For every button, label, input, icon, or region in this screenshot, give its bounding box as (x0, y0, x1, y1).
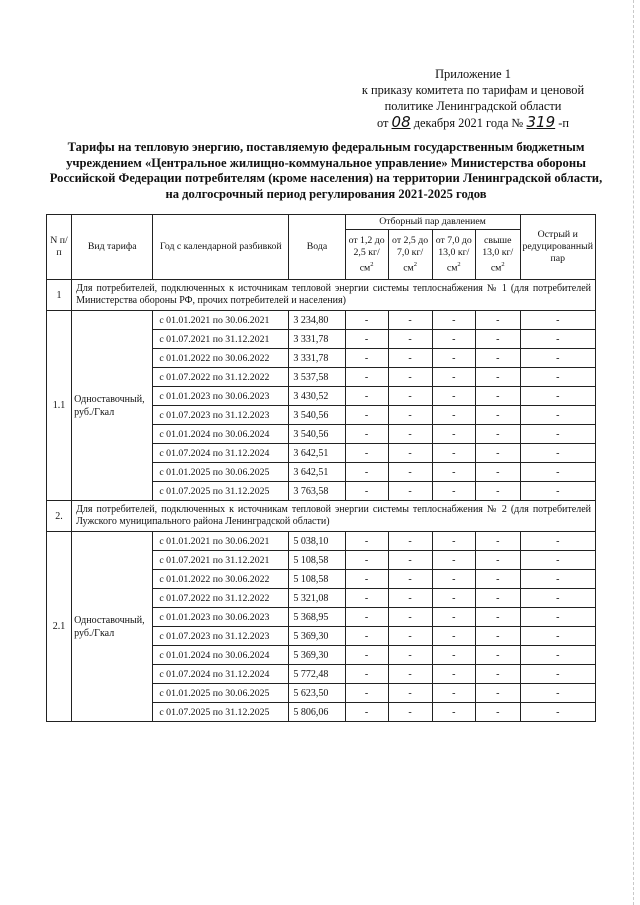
empty-tariff-cell: - (345, 311, 388, 330)
empty-tariff-cell: - (475, 703, 520, 722)
empty-tariff-cell: - (432, 444, 475, 463)
empty-tariff-cell: - (520, 570, 596, 589)
header-year: Год с календарной разбивкой (153, 215, 289, 280)
period-cell: с 01.07.2023 по 31.12.2023 (153, 406, 289, 425)
empty-tariff-cell: - (345, 349, 388, 368)
empty-tariff-cell: - (388, 349, 432, 368)
water-tariff-cell: 5 369,30 (289, 646, 345, 665)
period-cell: с 01.01.2023 по 30.06.2023 (153, 387, 289, 406)
period-cell: с 01.07.2025 по 31.12.2025 (153, 482, 289, 501)
empty-tariff-cell: - (520, 425, 596, 444)
water-tariff-cell: 5 772,48 (289, 665, 345, 684)
appendix-header (348, 66, 598, 131)
empty-tariff-cell: - (475, 608, 520, 627)
page-edge-dashes (632, 0, 634, 905)
water-tariff-cell: 5 038,10 (289, 532, 345, 551)
empty-tariff-cell: - (520, 482, 596, 501)
empty-tariff-cell: - (475, 570, 520, 589)
header-pressure-2: от 2,5 до 7,0 $кг/см^2$ (388, 230, 432, 280)
water-tariff-cell: 5 108,58 (289, 551, 345, 570)
empty-tariff-cell: - (432, 551, 475, 570)
empty-tariff-cell: - (432, 311, 475, 330)
empty-tariff-cell: - (520, 368, 596, 387)
handwritten-day: 08 (391, 113, 411, 131)
empty-tariff-cell: - (475, 406, 520, 425)
period-cell: с 01.07.2024 по 31.12.2024 (153, 444, 289, 463)
water-tariff-cell: 3 331,78 (289, 330, 345, 349)
empty-tariff-cell: - (345, 387, 388, 406)
empty-tariff-cell: - (520, 703, 596, 722)
period-cell: с 01.07.2024 по 31.12.2024 (153, 665, 289, 684)
tariff-type: Одноставочный, руб./Гкал (72, 532, 153, 722)
empty-tariff-cell: - (345, 703, 388, 722)
empty-tariff-cell: - (475, 627, 520, 646)
empty-tariff-cell: - (432, 463, 475, 482)
empty-tariff-cell: - (520, 532, 596, 551)
empty-tariff-cell: - (388, 665, 432, 684)
empty-tariff-cell: - (520, 387, 596, 406)
section-description: Для потребителей, подключенных к источникам тепловой энергии системы теплоснабжения № 1 (для потребителей Министерства обороны РФ, прочих потребителей и населения) (72, 280, 596, 311)
empty-tariff-cell: - (432, 703, 475, 722)
period-cell: с 01.07.2022 по 31.12.2022 (153, 368, 289, 387)
empty-tariff-cell: - (475, 532, 520, 551)
section-num: 1 (47, 280, 72, 311)
empty-tariff-cell: - (345, 482, 388, 501)
empty-tariff-cell: - (475, 349, 520, 368)
water-tariff-cell: 5 806,06 (289, 703, 345, 722)
empty-tariff-cell: - (432, 330, 475, 349)
header-sharp-steam: Острый и редуцированный пар (520, 215, 596, 280)
empty-tariff-cell: - (475, 311, 520, 330)
empty-tariff-cell: - (388, 532, 432, 551)
empty-tariff-cell: - (345, 425, 388, 444)
empty-tariff-cell: - (388, 482, 432, 501)
empty-tariff-cell: - (345, 551, 388, 570)
empty-tariff-cell: - (520, 311, 596, 330)
empty-tariff-cell: - (432, 589, 475, 608)
period-cell: с 01.01.2023 по 30.06.2023 (153, 608, 289, 627)
empty-tariff-cell: - (432, 349, 475, 368)
empty-tariff-cell: - (520, 608, 596, 627)
empty-tariff-cell: - (345, 589, 388, 608)
empty-tariff-cell: - (475, 463, 520, 482)
empty-tariff-cell: - (475, 444, 520, 463)
period-cell: с 01.07.2021 по 31.12.2021 (153, 330, 289, 349)
empty-tariff-cell: - (388, 627, 432, 646)
empty-tariff-cell: - (388, 608, 432, 627)
water-tariff-cell: 3 642,51 (289, 463, 345, 482)
empty-tariff-cell: - (432, 684, 475, 703)
appendix-order-line: к приказу комитета по тарифам и ценовой (361, 83, 585, 97)
empty-tariff-cell: - (432, 570, 475, 589)
header-tariff-type: Вид тарифа (72, 215, 153, 280)
water-tariff-cell: 3 537,58 (289, 368, 345, 387)
empty-tariff-cell: - (388, 311, 432, 330)
section-num: 2. (47, 501, 72, 532)
tariff-table-body (47, 280, 596, 722)
period-cell: с 01.01.2022 по 30.06.2022 (153, 570, 289, 589)
period-cell: с 01.07.2025 по 31.12.2025 (153, 703, 289, 722)
header-pressure-3: от 7,0 до 13,0 $кг/см^2$ (432, 230, 475, 280)
empty-tariff-cell: - (432, 665, 475, 684)
empty-tariff-cell: - (388, 368, 432, 387)
header-pressure-1: от 1,2 до 2,5 $кг/см^2$ (345, 230, 388, 280)
period-cell: с 01.01.2024 по 30.06.2024 (153, 425, 289, 444)
empty-tariff-cell: - (475, 330, 520, 349)
header-num: N п/п (47, 215, 72, 280)
appendix-committee-line: политике Ленинградской области (384, 99, 562, 113)
water-tariff-cell: 3 234,80 (289, 311, 345, 330)
empty-tariff-cell: - (388, 425, 432, 444)
empty-tariff-cell: - (432, 406, 475, 425)
header-steam-group: Отборный пар давлением (345, 215, 520, 230)
empty-tariff-cell: - (520, 349, 596, 368)
empty-tariff-cell: - (345, 627, 388, 646)
period-cell: с 01.07.2021 по 31.12.2021 (153, 551, 289, 570)
water-tariff-cell: 3 540,56 (289, 425, 345, 444)
section-row (47, 280, 596, 311)
tariff-type: Одноставочный, руб./Гкал (72, 311, 153, 501)
water-tariff-cell: 3 430,52 (289, 387, 345, 406)
empty-tariff-cell: - (432, 387, 475, 406)
empty-tariff-cell: - (388, 703, 432, 722)
tariff-table (46, 214, 596, 722)
empty-tariff-cell: - (520, 684, 596, 703)
period-cell: с 01.01.2021 по 30.06.2021 (153, 532, 289, 551)
empty-tariff-cell: - (520, 406, 596, 425)
empty-tariff-cell: - (345, 444, 388, 463)
water-tariff-cell: 5 369,30 (289, 627, 345, 646)
empty-tariff-cell: - (475, 387, 520, 406)
empty-tariff-cell: - (388, 684, 432, 703)
water-tariff-cell: 5 108,58 (289, 570, 345, 589)
empty-tariff-cell: - (475, 646, 520, 665)
empty-tariff-cell: - (432, 608, 475, 627)
water-tariff-cell: 3 540,56 (289, 406, 345, 425)
empty-tariff-cell: - (432, 482, 475, 501)
empty-tariff-cell: - (520, 444, 596, 463)
empty-tariff-cell: - (388, 330, 432, 349)
empty-tariff-cell: - (520, 665, 596, 684)
period-cell: с 01.01.2024 по 30.06.2024 (153, 646, 289, 665)
empty-tariff-cell: - (475, 589, 520, 608)
empty-tariff-cell: - (345, 532, 388, 551)
empty-tariff-cell: - (520, 589, 596, 608)
section-description: Для потребителей, подключенных к источникам тепловой энергии системы теплоснабжения № 2 (для потребителей Лужского муниципального района Ленинградской области) (72, 501, 596, 532)
empty-tariff-cell: - (475, 551, 520, 570)
appendix-title: Приложение 1 (435, 67, 511, 81)
subsection-num: 2.1 (47, 532, 72, 722)
water-tariff-cell: 3 331,78 (289, 349, 345, 368)
empty-tariff-cell: - (388, 387, 432, 406)
empty-tariff-cell: - (345, 330, 388, 349)
header-pressure-4: свыше 13,0 $кг/см^2$ (475, 230, 520, 280)
empty-tariff-cell: - (345, 646, 388, 665)
empty-tariff-cell: - (520, 551, 596, 570)
empty-tariff-cell: - (520, 330, 596, 349)
handwritten-number: 319 (526, 113, 556, 131)
water-tariff-cell: 5 623,50 (289, 684, 345, 703)
period-cell: с 01.07.2023 по 31.12.2023 (153, 627, 289, 646)
empty-tariff-cell: - (432, 646, 475, 665)
water-tariff-cell: 3 763,58 (289, 482, 345, 501)
empty-tariff-cell: - (475, 665, 520, 684)
empty-tariff-cell: - (432, 532, 475, 551)
table-row (47, 532, 596, 551)
empty-tariff-cell: - (520, 627, 596, 646)
empty-tariff-cell: - (388, 570, 432, 589)
empty-tariff-cell: - (345, 608, 388, 627)
empty-tariff-cell: - (475, 425, 520, 444)
empty-tariff-cell: - (475, 482, 520, 501)
empty-tariff-cell: - (345, 570, 388, 589)
empty-tariff-cell: - (432, 368, 475, 387)
empty-tariff-cell: - (388, 646, 432, 665)
empty-tariff-cell: - (345, 463, 388, 482)
empty-tariff-cell: - (432, 425, 475, 444)
empty-tariff-cell: - (388, 444, 432, 463)
period-cell: с 01.01.2022 по 30.06.2022 (153, 349, 289, 368)
empty-tariff-cell: - (475, 684, 520, 703)
empty-tariff-cell: - (345, 368, 388, 387)
empty-tariff-cell: - (520, 646, 596, 665)
empty-tariff-cell: - (475, 368, 520, 387)
period-cell: с 01.01.2025 по 30.06.2025 (153, 463, 289, 482)
empty-tariff-cell: - (520, 463, 596, 482)
empty-tariff-cell: - (388, 406, 432, 425)
period-cell: с 01.01.2025 по 30.06.2025 (153, 684, 289, 703)
empty-tariff-cell: - (388, 463, 432, 482)
empty-tariff-cell: - (388, 589, 432, 608)
section-row (47, 501, 596, 532)
empty-tariff-cell: - (432, 627, 475, 646)
empty-tariff-cell: - (388, 551, 432, 570)
empty-tariff-cell: - (345, 406, 388, 425)
water-tariff-cell: 3 642,51 (289, 444, 345, 463)
header-water: Вода (289, 215, 345, 280)
water-tariff-cell: 5 368,95 (289, 608, 345, 627)
appendix-date-line: от 08 декабря 2021 года № 319 -п (376, 113, 570, 131)
document-title: Тарифы на тепловую энергию, поставляемую федеральным государственным бюджетным учреждением «Центральное жилищно-коммунальное управление» Министерства обороны Российской Федерации потребителям (кроме населения) на территории Ленинградской области, на долгосрочный период регулирования 2021-2025 годов (49, 140, 603, 201)
period-cell: с 01.07.2022 по 31.12.2022 (153, 589, 289, 608)
table-row (47, 311, 596, 330)
water-tariff-cell: 5 321,08 (289, 589, 345, 608)
period-cell: с 01.01.2021 по 30.06.2021 (153, 311, 289, 330)
empty-tariff-cell: - (345, 684, 388, 703)
empty-tariff-cell: - (345, 665, 388, 684)
subsection-num: 1.1 (47, 311, 72, 501)
